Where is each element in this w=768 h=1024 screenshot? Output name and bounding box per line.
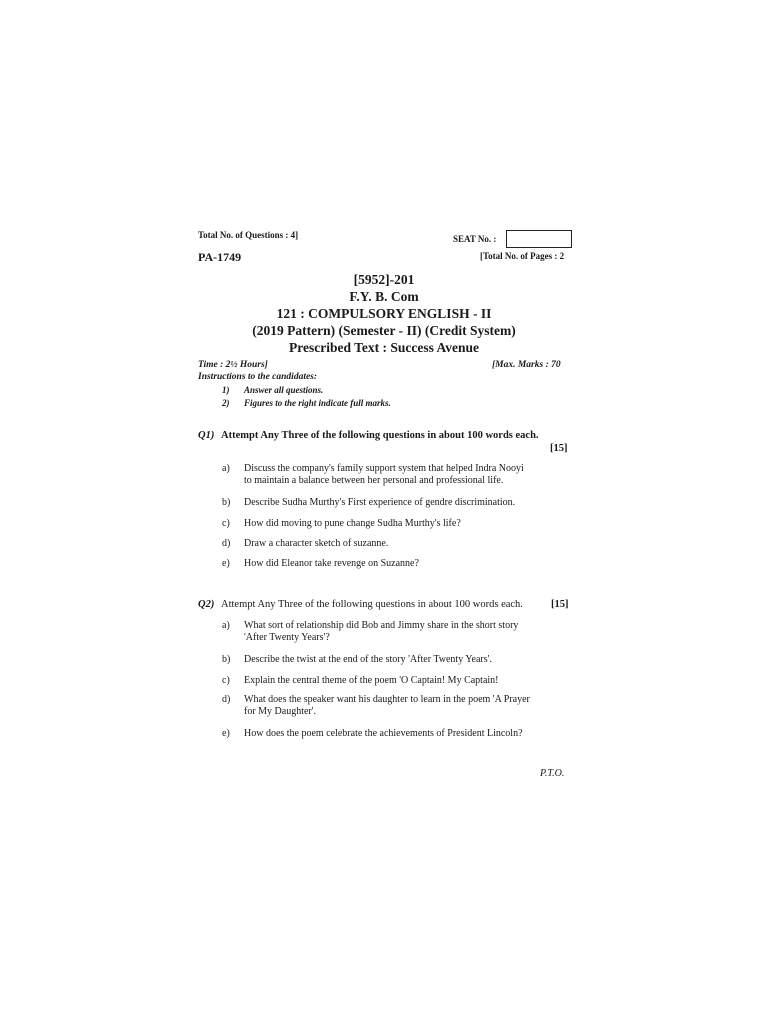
q1-item-letter: a)	[222, 463, 230, 474]
time-label: Time : 2½ Hours]	[198, 360, 268, 370]
instructions-heading: Instructions to the candidates:	[198, 372, 318, 382]
q2-item-text: Explain the central theme of the poem 'O Captain! My Captain!	[244, 675, 499, 686]
prescribed-text: Prescribed Text : Success Avenue	[289, 340, 479, 355]
q1-item-text: Draw a character sketch of suzanne.	[244, 538, 389, 549]
q1-item-letter: c)	[222, 518, 230, 529]
instruction-text: Answer all questions.	[244, 385, 324, 395]
subject-title: 121 : COMPULSORY ENGLISH - II	[276, 306, 492, 321]
instruction-num: 2)	[222, 398, 230, 408]
q1-item-letter: e)	[222, 558, 230, 569]
q2-item-text: 'After Twenty Years'?	[244, 632, 330, 643]
q1-marks: [15]	[550, 443, 568, 454]
paper-number: [5952]-201	[353, 272, 415, 287]
q1-item-text: Describe Sudha Murthy's First experience of gendre discrimination.	[244, 497, 516, 508]
seat-no-label: SEAT No. :	[453, 234, 497, 244]
course-name: F.Y. B. Com	[349, 289, 419, 304]
instruction-text: Figures to the right indicate full marks.	[244, 398, 391, 408]
q2-title: Attempt Any Three of the following questions in about 100 words each.	[221, 599, 523, 610]
q2-item-text: What does the speaker want his daughter to learn in the poem 'A Prayer	[244, 694, 530, 705]
q2-item-text: Describe the twist at the end of the story 'After Twenty Years'.	[244, 654, 492, 665]
seat-no-box[interactable]	[506, 230, 572, 248]
q2-label: Q2)	[198, 599, 215, 610]
pattern-line: (2019 Pattern) (Semester - II) (Credit System)	[252, 323, 516, 338]
q2-item-letter: d)	[222, 694, 231, 705]
q1-item-text: How did moving to pune change Sudha Murthy's life?	[244, 518, 461, 529]
q1-title: Attempt Any Three of the following questions in about 100 words each.	[221, 430, 539, 441]
total-pages: [Total No. of Pages : 2	[480, 251, 565, 261]
q2-item-letter: a)	[222, 620, 230, 631]
paper-code: PA-1749	[198, 250, 242, 264]
q2-item-letter: e)	[222, 728, 230, 739]
q2-item-letter: c)	[222, 675, 230, 686]
q1-item-letter: d)	[222, 538, 231, 549]
q2-item-text: for My Daughter'.	[244, 706, 317, 717]
q2-marks: [15]	[551, 599, 569, 610]
q2-item-text: What sort of relationship did Bob and Jimmy share in the short story	[244, 620, 519, 631]
q1-item-text: How did Eleanor take revenge on Suzanne?	[244, 558, 419, 569]
max-marks: [Max. Marks : 70	[492, 360, 561, 370]
q1-item-text: Discuss the company's family support system that helped Indra Nooyi	[244, 463, 524, 474]
instruction-num: 1)	[222, 385, 230, 395]
q1-item-text: to maintain a balance between her personal and professional life.	[244, 475, 504, 486]
q1-label: Q1)	[198, 430, 215, 441]
pto-label: P.T.O.	[540, 768, 565, 779]
total-questions: Total No. of Questions : 4]	[198, 230, 299, 240]
q2-item-text: How does the poem celebrate the achievements of President Lincoln?	[244, 728, 523, 739]
q1-item-letter: b)	[222, 497, 231, 508]
q2-item-letter: b)	[222, 654, 231, 665]
